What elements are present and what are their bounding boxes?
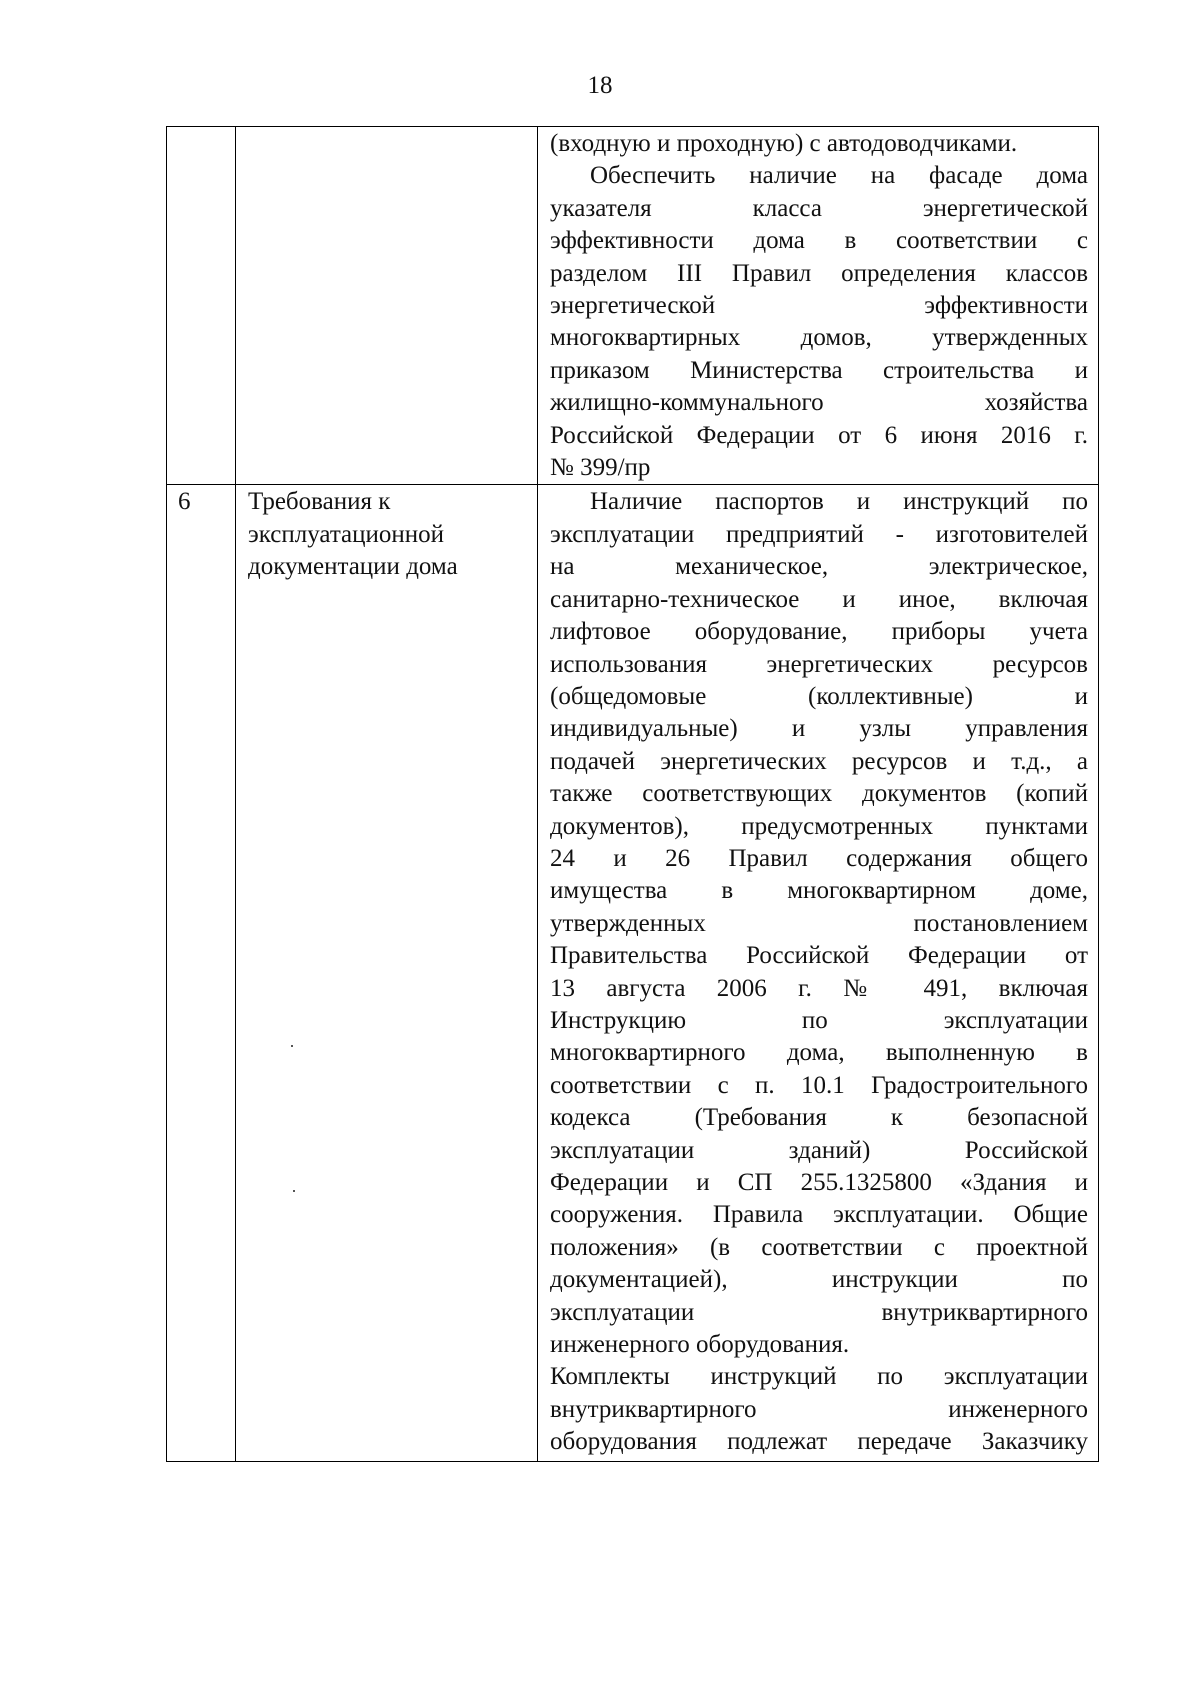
text-line: на механическое, электрическое, (550, 553, 1088, 581)
text-line: кодекса (Требования к безопасной (550, 1104, 1088, 1132)
table-row (167, 127, 1099, 485)
text-line: эксплуатации зданий) Российской (550, 1136, 1088, 1164)
text-line: также соответствующих документов (копий (550, 780, 1088, 808)
text-line: положения» (в соответствии с проектной (550, 1233, 1088, 1261)
description-paragraph (550, 486, 1088, 1361)
text-line: Наличие паспортов и инструкций по (590, 488, 1088, 516)
description-paragraph (550, 1361, 1088, 1458)
text-line: Комплекты инструкций по эксплуатации (550, 1363, 1088, 1391)
text-line: жилищно-коммунального хозяйства (550, 389, 1088, 417)
description-paragraph (550, 160, 1088, 484)
text-line: № 399/пр (550, 454, 651, 482)
text-line: оборудования подлежат передаче Заказчику (550, 1428, 1088, 1456)
text-line: энергетической эффективности (550, 292, 1088, 320)
text-line: эксплуатации предприятий - изготовителей (550, 520, 1088, 548)
scan-speck (293, 1190, 295, 1192)
text-line: документацией), инструкции по (550, 1266, 1088, 1294)
text-line: сооружения. Правила эксплуатации. Общие (550, 1201, 1088, 1229)
text-line: имущества в многоквартирном доме, (550, 877, 1088, 905)
requirement-name-cell (236, 127, 538, 485)
scan-speck (291, 1045, 293, 1047)
text-line: эксплуатации внутриквартирного (550, 1298, 1088, 1326)
text-line: документов), предусмотренных пунктами (550, 812, 1088, 840)
description-paragraph (550, 128, 1088, 160)
text-line: (входную и проходную) с автодоводчиками. (550, 130, 1018, 157)
text-line: соответствии с п. 10.1 Градостроительного (550, 1071, 1088, 1099)
text-line: Обеспечить наличие на фасаде дома (590, 162, 1088, 190)
page-number: 18 (587, 72, 613, 99)
text-line: Правительства Российской Федерации от (550, 942, 1088, 970)
text-line: инженерного оборудования. (550, 1331, 850, 1359)
requirement-name-line: эксплуатационной (248, 520, 445, 548)
row-number-cell (167, 127, 236, 485)
requirement-name-line: Требования к (248, 488, 391, 516)
requirement-description-cell (538, 485, 1099, 1462)
table-row (167, 485, 1099, 1462)
text-line: эффективности дома в соответствии с (550, 227, 1088, 255)
text-line: индивидуальные) и узлы управления (550, 715, 1088, 743)
text-line: подачей энергетических ресурсов и т.д., а (550, 747, 1088, 775)
text-line: утвержденных постановлением (550, 909, 1088, 937)
text-line: указателя класса энергетической (550, 194, 1088, 222)
requirements-table (166, 126, 1099, 1462)
text-line: приказом Министерства строительства и (550, 356, 1088, 384)
text-line: санитарно-техническое и иное, включая (550, 585, 1088, 613)
text-line: Федерации и СП 255.1325800 «Здания и (550, 1169, 1088, 1196)
requirement-name-cell (236, 485, 538, 1462)
text-line: лифтовое оборудование, приборы учета (550, 618, 1088, 646)
text-line: 24 и 26 Правил содержания общего (550, 844, 1088, 872)
text-line: разделом III Правил определения классов (550, 259, 1088, 287)
text-line: многоквартирных домов, утвержденных (550, 324, 1088, 352)
text-line: (общедомовые (коллективные) и (550, 682, 1088, 710)
text-line: Инструкцию по эксплуатации (550, 1006, 1088, 1034)
text-line: внутриквартирного инженерного (550, 1395, 1088, 1423)
row-number-cell: 6 (167, 485, 236, 1462)
text-line: использования энергетических ресурсов (550, 650, 1088, 678)
text-line: 13 августа 2006 г. № 491, включая (550, 974, 1088, 1002)
requirement-name-line: документации дома (248, 553, 458, 581)
text-line: многоквартирного дома, выполненную в (550, 1039, 1088, 1067)
requirement-description-cell (538, 127, 1099, 485)
text-line: Российской Федерации от 6 июня 2016 г. (550, 421, 1088, 449)
